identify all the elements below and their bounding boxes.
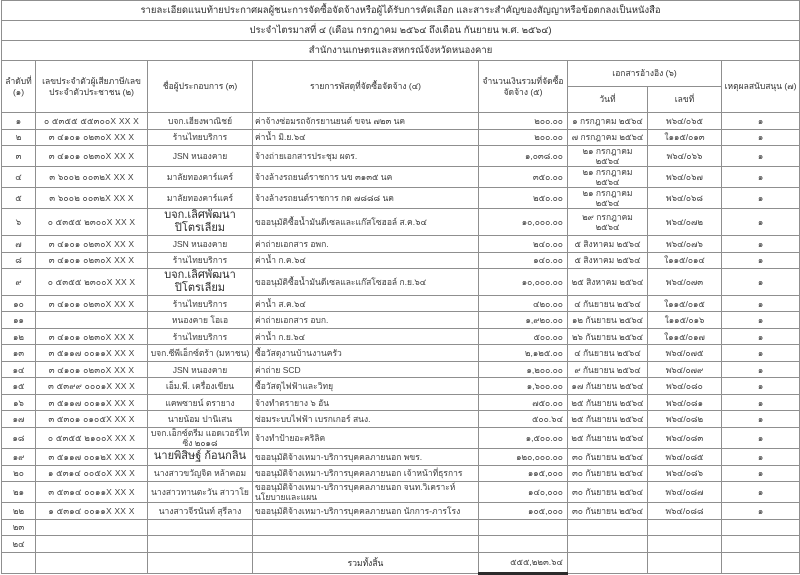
cell-vendor: แคพซายน์ ตรายาง	[148, 394, 253, 411]
cell-reason: ๑	[722, 328, 800, 345]
cell-tax_id: ๓ ๖๐๐๒ ๐๐๓๒X XX X	[36, 167, 148, 188]
cell-tax_id: ๓ ๔๑๐๑ ๐๒๓๐X XX X	[36, 146, 148, 167]
cell-seq: ๑๔	[2, 361, 36, 378]
cell-amount: ๑๐๕,๐๐๐	[479, 503, 568, 520]
cell-reason: ๑	[722, 209, 800, 236]
cell-amount: ๑,๙๒๐.๐๐	[479, 312, 568, 329]
cell-date: ๒๖ กันยายน ๒๕๖๔	[568, 328, 648, 345]
cell-doc_no: พ๖๔/๐๘๑	[648, 394, 722, 411]
table-row	[2, 345, 800, 362]
cell-vendor: นายน้อม ปานิเสน	[148, 411, 253, 428]
cell-tax_id: ๓ ๕๓๙๙ ๐๐๐๑X XX X	[36, 378, 148, 395]
cell-amount: ๑,๐๓๘.๐๐	[479, 146, 568, 167]
cell-amount: ๒๕๐.๐๐	[479, 188, 568, 209]
cell-seq: ๒๒	[2, 503, 36, 520]
cell-amount: ๒๐๐.๐๐	[479, 129, 568, 146]
table-row	[2, 361, 800, 378]
cell-reason: ๑	[722, 465, 800, 482]
cell-reason: ๑	[722, 449, 800, 466]
cell-date: ๑๗ กันยายน ๒๕๖๔	[568, 378, 648, 395]
cell-doc_no: พ๖๔/๐๗๙	[648, 361, 722, 378]
table-row	[2, 146, 800, 167]
cell-vendor: บจก.ซีพีเอ็กซ์ตร้า (มหาชน)	[148, 345, 253, 362]
table-row	[2, 295, 800, 312]
cell-vendor: JSN หนองคาย	[148, 236, 253, 253]
cell-tax_id: ๓ ๕๑๑๗ ๐๐๑๑X XX X	[36, 345, 148, 362]
table-row	[2, 394, 800, 411]
cell-item: จ้างล้างรถยนต์ราชการ กด ๗๘๘๘ นค	[253, 188, 479, 209]
cell-empty	[36, 552, 148, 573]
cell-tax_id: ๓ ๔๑๐๑ ๐๒๓๐X XX X	[36, 252, 148, 269]
cell-empty	[648, 552, 722, 573]
cell-item: ขออนุมัติจ้างเหมา-บริการบุคคลภายนอก เจ้าหน้าที่ธุรการ	[253, 465, 479, 482]
title-row-2	[2, 21, 800, 41]
cell-seq: ๔	[2, 167, 36, 188]
cell-amount: ๑,๖๐๐.๐๐	[479, 378, 568, 395]
cell-vendor: เอ็ม.พี. เครื่องเขียน	[148, 378, 253, 395]
cell-doc_no: พ๖๔/๐๘๗	[648, 482, 722, 503]
table-row	[2, 188, 800, 209]
cell-amount: ๔๒๐.๐๐	[479, 295, 568, 312]
total-amount: ๕๕๕,๒๒๓.๖๔	[479, 552, 568, 573]
cell-item	[253, 519, 479, 536]
cell-doc_no	[648, 519, 722, 536]
header-amount: จำนวนเงินรวมที่จัดซื้อจัดจ้าง (๕)	[479, 61, 568, 113]
table-row	[2, 236, 800, 253]
cell-item: จ้างทำตรายาง ๖ อัน	[253, 394, 479, 411]
title-row-1	[2, 1, 800, 21]
cell-vendor: นางสาวจีรนันท์ สุรีลาง	[148, 503, 253, 520]
cell-item: ค่าจ้างซ่อมรถจักรยานยนต์ ขจน ๗๒๓ นค	[253, 113, 479, 130]
cell-doc_no: พ๖๔/๐๘๖	[648, 465, 722, 482]
cell-amount: ๓๕๐.๐๐	[479, 167, 568, 188]
cell-date: ๙ กันยายน ๒๕๖๔	[568, 361, 648, 378]
cell-seq: ๖	[2, 209, 36, 236]
cell-date: ๗ กรกฎาคม ๒๕๖๔	[568, 129, 648, 146]
cell-item: ซื้อวัสดุไฟฟ้าและวิทยุ	[253, 378, 479, 395]
cell-doc_no: พ๖๔/๐๖๘	[648, 188, 722, 209]
cell-item: ซื้อวัสดุงานบ้านงานครัว	[253, 345, 479, 362]
cell-vendor: มาลัยทองคาร์แคร์	[148, 188, 253, 209]
cell-doc_no: ใ๑๑๕/๐๑๗	[648, 328, 722, 345]
cell-tax_id: ๓ ๕๓๑๔ ๐๐๑๑X XX X	[36, 482, 148, 503]
cell-doc_no: พ๖๔/๐๘๐	[648, 378, 722, 395]
table-row	[2, 482, 800, 503]
total-label: รวมทั้งสิ้น	[253, 552, 479, 573]
cell-doc_no: พ๖๔/๐๘๓	[648, 427, 722, 448]
cell-item: ค่าถ่ายเอกสาร อพก.	[253, 236, 479, 253]
cell-vendor: JSN หนองคาย	[148, 146, 253, 167]
table-row	[2, 269, 800, 296]
cell-tax_id: ๓ ๖๐๐๒ ๐๐๓๒X XX X	[36, 188, 148, 209]
table-row	[2, 503, 800, 520]
cell-tax_id	[36, 536, 148, 553]
cell-vendor: นางสาวขวัญจิต หล้าคอม	[148, 465, 253, 482]
table-row	[2, 411, 800, 428]
cell-vendor: JSN หนองคาย	[148, 361, 253, 378]
cell-tax_id: ๐ ๕๓๕๕ ๒๑๐๐X XX X	[36, 427, 148, 448]
cell-item: ค่าถ่ายเอกสาร อบก.	[253, 312, 479, 329]
cell-date: ๒๕ กันยายน ๒๕๖๔	[568, 394, 648, 411]
cell-amount: ๑๒๐,๐๐๐.๐๐	[479, 449, 568, 466]
cell-reason: ๑	[722, 236, 800, 253]
cell-doc_no: ใ๑๑๕/๐๑๓	[648, 129, 722, 146]
cell-doc_no: พ๖๔/๐๖๖	[648, 146, 722, 167]
cell-item: ค่าน้ำ ก.ค.๖๔	[253, 252, 479, 269]
cell-amount: ๑๔๐,๐๐๐	[479, 482, 568, 503]
cell-item: ซ่อมระบบไฟฟ้า เบรกเกอร์ สนง.	[253, 411, 479, 428]
cell-seq: ๒	[2, 129, 36, 146]
cell-tax_id	[36, 519, 148, 536]
cell-amount: ๑๐,๐๐๐.๐๐	[479, 209, 568, 236]
cell-reason: ๑	[722, 345, 800, 362]
cell-amount: ๗๕๐.๐๐	[479, 394, 568, 411]
cell-vendor: บจก.เฮียงพาณิชย์	[148, 113, 253, 130]
table-row	[2, 129, 800, 146]
cell-vendor: ร้านไทยบริการ	[148, 328, 253, 345]
cell-date: ๒๕ กันยายน ๒๕๖๔	[568, 411, 648, 428]
cell-tax_id: ๐ ๕๓๕๕ ๒๓๐๐X XX X	[36, 209, 148, 236]
cell-seq: ๒๔	[2, 536, 36, 553]
cell-date: ๒๕ กันยายน ๒๕๖๔	[568, 427, 648, 448]
cell-seq: ๑๕	[2, 378, 36, 395]
cell-date: ๒๑ กรกฎาคม ๒๕๖๔	[568, 188, 648, 209]
cell-vendor: บจก.เลิศพัฒนาปิโตรเลียม	[148, 269, 253, 296]
procurement-table	[1, 0, 800, 575]
cell-seq: ๑	[2, 113, 36, 130]
cell-tax_id: ๓ ๕๓๐๑ ๐๑๐๕X XX X	[36, 411, 148, 428]
cell-seq: ๘	[2, 252, 36, 269]
cell-tax_id: ๑ ๕๓๑๔ ๐๐๑๑X XX X	[36, 503, 148, 520]
cell-empty	[722, 552, 800, 573]
cell-reason: ๑	[722, 503, 800, 520]
table-row	[2, 427, 800, 448]
cell-date: ๒๕ สิงหาคม ๒๕๖๔	[568, 269, 648, 296]
cell-vendor: มาลัยทองคาร์แคร์	[148, 167, 253, 188]
cell-reason: ๑	[722, 378, 800, 395]
cell-amount: ๑๔๐.๐๐	[479, 252, 568, 269]
header-item: รายการพัสดุที่จัดซื้อจัดจ้าง (๔)	[253, 61, 479, 113]
cell-date: ๓๐ กันยายน ๒๕๖๔	[568, 503, 648, 520]
table-row	[2, 519, 800, 536]
table-row	[2, 252, 800, 269]
cell-amount: ๕๐๐.๐๐	[479, 328, 568, 345]
cell-vendor	[148, 519, 253, 536]
cell-seq: ๙	[2, 269, 36, 296]
cell-reason: ๑	[722, 394, 800, 411]
cell-amount: ๒,๑๒๕.๐๐	[479, 345, 568, 362]
cell-seq: ๑๘	[2, 427, 36, 448]
cell-tax_id	[36, 312, 148, 329]
cell-tax_id: ๓ ๔๑๐๑ ๐๒๓๐X XX X	[36, 236, 148, 253]
cell-seq: ๑๒	[2, 328, 36, 345]
cell-reason	[722, 536, 800, 553]
cell-reason: ๑	[722, 312, 800, 329]
table-row	[2, 328, 800, 345]
cell-date: ๕ สิงหาคม ๒๕๖๔	[568, 252, 648, 269]
header-tax-id: เลขประจำตัวผู้เสียภาษี/เลขประจำตัวประชาชน (๒)	[36, 61, 148, 113]
cell-vendor: นายพิสิษฐ์ ก้อนกลิ่น	[148, 449, 253, 466]
cell-doc_no	[648, 536, 722, 553]
table-row	[2, 536, 800, 553]
document-agency: สำนักงานเกษตรและสหกรณ์จังหวัดหนองคาย	[2, 41, 800, 61]
cell-doc_no: พ๖๔/๐๗๓	[648, 269, 722, 296]
cell-seq: ๓	[2, 146, 36, 167]
cell-vendor: หนองคาย โอเอ	[148, 312, 253, 329]
document-title: รายละเอียดแนบท้ายประกาศผลผู้ชนะการจัดซื้อจัดจ้างหรือผู้ได้รับการคัดเลือก และสาระสำคัญของสัญญาหรือข้อตกลงเป็นหนังสือ	[2, 1, 800, 21]
cell-amount: ๒๔๐.๐๐	[479, 236, 568, 253]
cell-item: ขออนุมัติซื้อน้ำมันดีเซลและแก๊สโซฮอล์ ก.ย.๖๔	[253, 269, 479, 296]
cell-doc_no: พ๖๔/๐๘๘	[648, 503, 722, 520]
table-row	[2, 449, 800, 466]
cell-amount: ๒๐๐.๐๐	[479, 113, 568, 130]
cell-seq: ๑๐	[2, 295, 36, 312]
cell-reason: ๑	[722, 361, 800, 378]
cell-doc_no: พ๖๔/๐๗๕	[648, 345, 722, 362]
header-ref-no: เลขที่	[648, 87, 722, 113]
cell-tax_id: ๓ ๔๑๐๑ ๐๒๓๐X XX X	[36, 328, 148, 345]
cell-vendor: ร้านไทยบริการ	[148, 295, 253, 312]
cell-vendor: ร้านไทยบริการ	[148, 252, 253, 269]
table-row	[2, 465, 800, 482]
cell-reason: ๑	[722, 252, 800, 269]
header-ref-date: วันที่	[568, 87, 648, 113]
table-row	[2, 312, 800, 329]
cell-reason: ๑	[722, 295, 800, 312]
cell-date: ๓๐ กันยายน ๒๕๖๔	[568, 449, 648, 466]
cell-doc_no: พ๖๔/๐๗๒	[648, 209, 722, 236]
cell-date: ๒๙ กรกฎาคม ๒๕๖๔	[568, 209, 648, 236]
header-reference: เอกสารอ้างอิง (๖)	[568, 61, 722, 87]
header-seq: ลำดับที่ (๑)	[2, 61, 36, 113]
cell-tax_id: ๑ ๕๓๑๔ ๐๐๕๐X XX X	[36, 465, 148, 482]
cell-amount: ๑,๕๐๐.๐๐	[479, 427, 568, 448]
cell-empty	[2, 552, 36, 573]
cell-date: ๓๐ กันยายน ๒๕๖๔	[568, 482, 648, 503]
cell-vendor	[148, 536, 253, 553]
cell-amount: ๑,๒๐๐.๐๐	[479, 361, 568, 378]
cell-reason: ๑	[722, 129, 800, 146]
cell-doc_no: ใ๑๑๕/๐๑๔	[648, 252, 722, 269]
cell-date	[568, 519, 648, 536]
table-body	[2, 113, 800, 553]
total-row	[2, 552, 800, 573]
cell-item: ขออนุมัติซื้อน้ำมันดีเซลและแก๊สโซฮอล์ ส.ค.๖๔	[253, 209, 479, 236]
cell-vendor: บจก.เลิศพัฒนาปิโตรเลียม	[148, 209, 253, 236]
cell-date: ๓๐ กันยายน ๒๕๖๔	[568, 465, 648, 482]
cell-seq: ๑๖	[2, 394, 36, 411]
cell-doc_no: ใ๑๑๕/๐๑๖	[648, 312, 722, 329]
cell-doc_no: พ๖๔/๐๖๗	[648, 167, 722, 188]
cell-reason: ๑	[722, 427, 800, 448]
cell-seq: ๕	[2, 188, 36, 209]
cell-empty	[568, 552, 648, 573]
cell-date: ๕ สิงหาคม ๒๕๖๔	[568, 236, 648, 253]
cell-amount: ๕๐๐.๖๔	[479, 411, 568, 428]
cell-doc_no: ใ๑๑๕/๐๑๕	[648, 295, 722, 312]
title-row-3	[2, 41, 800, 61]
cell-item: ค่าน้ำ ก.ย.๖๔	[253, 328, 479, 345]
cell-seq: ๑๙	[2, 449, 36, 466]
cell-date: ๒๑ กรกฎาคม ๒๕๖๔	[568, 167, 648, 188]
cell-item: จ้างทำป้ายอะคริลิค	[253, 427, 479, 448]
cell-reason: ๑	[722, 269, 800, 296]
cell-vendor: ร้านไทยบริการ	[148, 129, 253, 146]
cell-item: ขออนุมัติจ้างเหมา-บริการบุคคลภายนอก พขร.	[253, 449, 479, 466]
cell-amount: ๑๐,๐๐๐.๐๐	[479, 269, 568, 296]
cell-seq: ๒๑	[2, 482, 36, 503]
table-row	[2, 113, 800, 130]
cell-seq: ๑๗	[2, 411, 36, 428]
cell-item: จ้างถ่ายเอกสารประชุม ผตร.	[253, 146, 479, 167]
cell-item	[253, 536, 479, 553]
cell-item: ค่าน้ำ ส.ค.๖๔	[253, 295, 479, 312]
cell-tax_id: ๐ ๕๓๕๕ ๒๓๐๐X XX X	[36, 269, 148, 296]
cell-seq: ๒๓	[2, 519, 36, 536]
cell-doc_no: พ๖๔/๐๘๕	[648, 449, 722, 466]
cell-tax_id: ๓ ๔๑๐๑ ๐๒๓๐X XX X	[36, 295, 148, 312]
cell-tax_id: ๓ ๔๑๐๑ ๐๒๓๐X XX X	[36, 361, 148, 378]
cell-reason: ๑	[722, 482, 800, 503]
cell-doc_no: พ๖๔/๐๗๖	[648, 236, 722, 253]
cell-tax_id: ๓ ๕๑๑๗ ๐๐๑๒X XX X	[36, 449, 148, 466]
cell-item: ค่าถ่าย SCD	[253, 361, 479, 378]
cell-date: ๔ กันยายน ๒๕๖๔	[568, 295, 648, 312]
cell-reason: ๑	[722, 411, 800, 428]
cell-item: ค่าน้ำ มิ.ย.๖๔	[253, 129, 479, 146]
cell-date: ๑๒ กันยายน ๒๕๖๔	[568, 312, 648, 329]
table-row	[2, 209, 800, 236]
cell-amount	[479, 536, 568, 553]
cell-vendor: บจก.เอ็กซ์ตรีม แอดเวอร์ไทซิ่ง ๒๐๑๘	[148, 427, 253, 448]
cell-date: ๑ กรกฎาคม ๒๕๖๔	[568, 113, 648, 130]
cell-reason: ๑	[722, 167, 800, 188]
cell-vendor: นางสาวทานตะวัน สาวาโย	[148, 482, 253, 503]
cell-amount: ๑๑๕,๐๐๐	[479, 465, 568, 482]
header-row-1	[2, 61, 800, 87]
cell-date: ๔ กันยายน ๒๕๖๔	[568, 345, 648, 362]
cell-reason: ๑	[722, 146, 800, 167]
cell-item: ขออนุมัติจ้างเหมา-บริการบุคคลภายนอก นักการ-ภารโรง	[253, 503, 479, 520]
cell-reason	[722, 519, 800, 536]
cell-date	[568, 536, 648, 553]
cell-tax_id: ๐ ๕๓๕๕ ๕๕๓๐๐X XX X	[36, 113, 148, 130]
cell-reason: ๑	[722, 113, 800, 130]
document-subtitle-quarter: ประจำไตรมาสที่ ๔ (เดือน กรกฎาคม ๒๕๖๔ ถึงเดือน กันยายน พ.ศ. ๒๕๖๔)	[2, 21, 800, 41]
table-row	[2, 378, 800, 395]
cell-date: ๒๑ กรกฎาคม ๒๕๖๔	[568, 146, 648, 167]
cell-doc_no: พ๖๔/๐๘๒	[648, 411, 722, 428]
cell-seq: ๑๓	[2, 345, 36, 362]
cell-item: ขออนุมัติจ้างเหมา-บริการบุคคลภายนอก จนท.วิเคราะห์นโยบายและแผน	[253, 482, 479, 503]
cell-tax_id: ๓ ๕๑๑๗ ๐๐๑๑X XX X	[36, 394, 148, 411]
cell-empty	[148, 552, 253, 573]
cell-seq: ๒๐	[2, 465, 36, 482]
cell-reason: ๑	[722, 188, 800, 209]
cell-seq: ๗	[2, 236, 36, 253]
cell-doc_no: พ๖๔/๐๖๕	[648, 113, 722, 130]
table-row	[2, 167, 800, 188]
cell-seq: ๑๑	[2, 312, 36, 329]
header-reason: เหตุผลสนับสนุน (๗)	[722, 61, 800, 113]
cell-item: จ้างล้างรถยนต์ราชการ นข ๓๑๓๕ นค	[253, 167, 479, 188]
header-vendor: ชื่อผู้ประกอบการ (๓)	[148, 61, 253, 113]
cell-tax_id: ๓ ๔๑๐๑ ๐๒๓๐X XX X	[36, 129, 148, 146]
cell-amount	[479, 519, 568, 536]
